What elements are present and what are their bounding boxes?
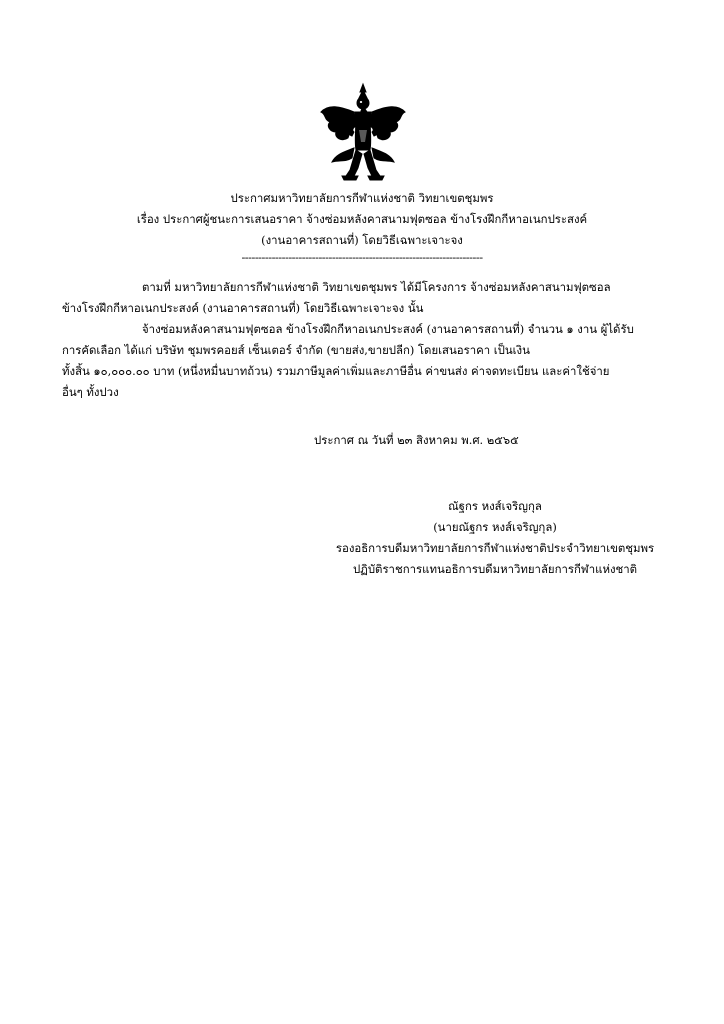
paragraph2-line3: ทั้งสิ้น ๑๐,๐๐๐.๐๐ บาท (หนึ่งหมื่นบาทถ้วน) รวมภาษีมูลค่าเพิ่มและภาษีอื่น ค่าขนส่ง ค่าจดทะเบียน และค่าใช้จ่าย [62,364,610,378]
printed-name: (นายณัฐกร หงส์เจริญกุล) [433,520,557,534]
paragraph1-line1: ตามที่ มหาวิทยาลัยการกีฬาแห่งชาติ วิทยาเขตชุมพร ได้มีโครงการ จ้างซ่อมหลังคาสนามฟุตซอล [142,280,611,294]
subject-line-2: (งานอาคารสถานที่) โดยวิธีเฉพาะเจาะจง [261,233,463,247]
separator-line: ------------------------------------------------------------------------ [241,250,483,264]
signed-name: ณัฐกร หงส์เจริญกุล [448,499,542,513]
paragraph2-line4: อื่นๆ ทั้งปวง [62,385,119,399]
paragraph2-line1: จ้างซ่อมหลังคาสนามฟุตซอล ข้างโรงฝึกกีหาอเนกประสงค์ (งานอาคารสถานที่) จำนวน ๑ งาน ผู้ได้รับ [142,322,634,336]
announcement-date: ประกาศ ณ วันที่ ๒๓ สิงหาคม พ.ศ. ๒๕๖๕ [314,433,519,447]
subject-line: เรื่อง ประกาศผู้ชนะการเสนอราคา จ้างซ่อมหลังคาสนามฟุตซอล ข้างโรงฝึกกีหาอเนกประสงค์ [136,212,588,226]
paragraph2-line2: การคัดเลือก ได้แก่ บริษัท ชุมพรคอยส์ เซ็นเตอร์ จำกัด (ขายส่ง,ขายปลีก) โดยเสนอราคา เป็นเงิน [62,343,530,357]
position-line-1: รองอธิการบดีมหาวิทยาลัยการกีฬาแห่งชาติประจำวิทยาเขตชุมพร [335,541,655,555]
position-line-2: ปฏิบัติราชการแทนอธิการบดีมหาวิทยาลัยการกีฬาแห่งชาติ [352,562,638,576]
garuda-emblem-icon [318,82,408,182]
paragraph1-line2: ข้างโรงฝึกกีหาอเนกประสงค์ (งานอาคารสถานที่) โดยวิธีเฉพาะเจาะจง นั้น [62,301,424,315]
announcement-title: ประกาศมหาวิทยาลัยการกีฬาแห่งชาติ วิทยาเขตชุมพร [230,191,494,205]
signature-block [300,499,690,576]
